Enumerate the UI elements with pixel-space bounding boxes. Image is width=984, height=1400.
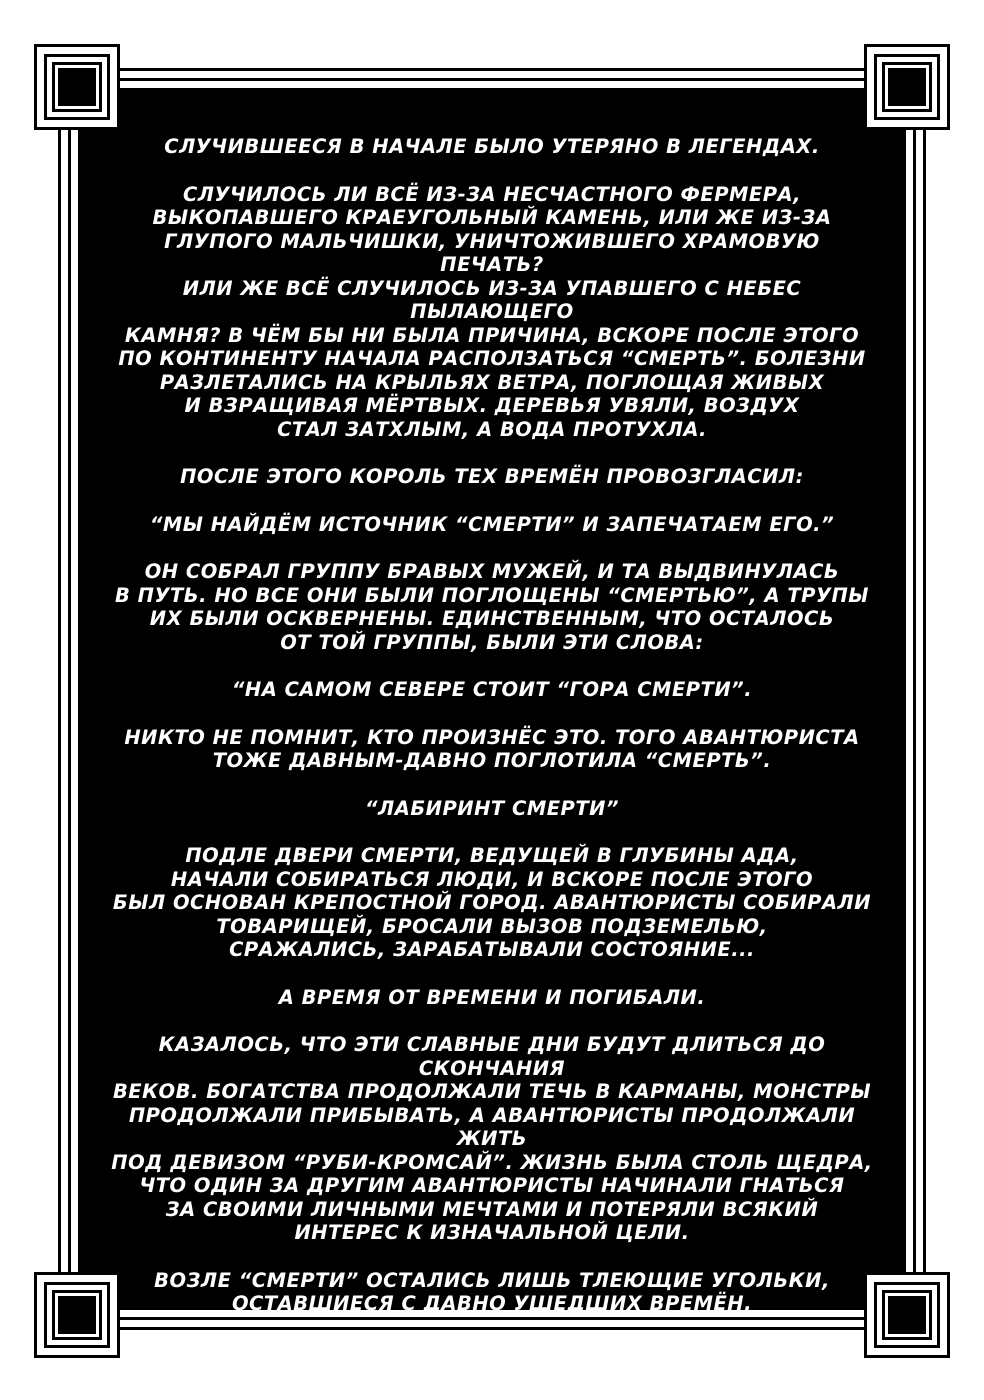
paragraph-perished: А ВРЕМЯ ОТ ВРЕМЕНИ И ПОГИБАЛИ. [278, 985, 706, 1009]
paragraph-labyrinth-title: “ЛАБИРИНТ СМЕРТИ” [364, 796, 620, 820]
paragraph-embers: ВОЗЛЕ “СМЕРТИ” ОСТАЛИСЬ ЛИШЬ ТЛЕЮЩИЕ УГОЛЬКИ, ОСТАВШИЕСЯ С ДАВНО УШЕДШИХ ВРЕМЁН. [154, 1268, 830, 1315]
corner-ornament-top-left [34, 44, 120, 130]
paragraph-no-one-remembers: НИКТО НЕ ПОМНИТ, КТО ПРОИЗНЁС ЭТО. ТОГО АВАНТЮРИСТА ТОЖЕ ДАВНЫМ-ДАВНО ПОГЛОТИЛА “СМЕРТЬ”. [124, 725, 860, 772]
paragraph-closing: ПЕПЕЛ ДНЕЙ АВАНТЮРИСТОВ. [312, 1339, 672, 1363]
paragraph-glory-days: КАЗАЛОСЬ, ЧТО ЭТИ СЛАВНЫЕ ДНИ БУДУТ ДЛИТЬСЯ ДО СКОНЧАНИЯ ВЕКОВ. БОГАТСТВА ПРОДОЛЖАЛИ ТЕЧЬ В КАРМАНЫ, МОНСТРЫ ПРОДОЛЖАЛИ ПРИБЫВАТЬ, А АВАНТЮРИСТЫ ПРОДОЛЖАЛИ ЖИТЬ ПОД ДЕВИЗОМ “РУБИ-КРОМСАЙ”. ЖИЗНЬ БЫЛА СТОЛЬ ЩЕДРА, ЧТО ОДИН ЗА ДРУГИМ АВАНТЮРИСТЫ НАЧИНАЛИ ГНАТЬСЯ ЗА СВОИМИ ЛИЧНЫМИ МЕЧТАМИ И ПОТЕРЯЛИ ВСЯКИЙ ИНТЕРЕС К ИЗНАЧАЛЬНОЙ ЦЕЛИ. [111, 1033, 873, 1244]
paragraph-king: ПОСЛЕ ЭТОГО КОРОЛЬ ТЕХ ВРЕМЁН ПРОВОЗГЛАСИЛ: [180, 465, 804, 488]
corner-ornament-top-right [864, 44, 950, 130]
narrative-text [110, 135, 874, 1387]
paragraph-mountain-quote: “НА САМОМ СЕВЕРЕ СТОИТ “ГОРА СМЕРТИ”. [231, 678, 753, 701]
paragraph-city: ПОДЛЕ ДВЕРИ СМЕРТИ, ВЕДУЩЕЙ В ГЛУБИНЫ АДА, НАЧАЛИ СОБИРАТЬСЯ ЛЮДИ, И ВСКОРЕ ПОСЛЕ ЭТОГО БЫЛ ОСНОВАН КРЕПОСТНОЙ ГОРОД. АВАНТЮРИСТЫ СОБИРАЛИ ТОВАРИЩЕЙ, БРОСАЛИ ВЫЗОВ ПОДЗЕМЕЛЬЮ, СРАЖАЛИСЬ, ЗАРАБАТЫВАЛИ СОСТОЯНИЕ... [112, 844, 872, 961]
corner-ornament-bottom-left [34, 1272, 120, 1358]
paragraph-expedition: ОН СОБРАЛ ГРУППУ БРАВЫХ МУЖЕЙ, И ТА ВЫДВИНУЛАСЬ В ПУТЬ. НО ВСЕ ОНИ БЫЛИ ПОГЛОЩЕНЫ “СМЕРТЬЮ”, А ТРУПЫ ИХ БЫЛИ ОСКВЕРНЕНЫ. ЕДИНСТВЕННЫМ, ЧТО ОСТАЛОСЬ ОТ ТОЙ ГРУППЫ, БЫЛИ ЭТИ СЛОВА: [114, 560, 870, 654]
paragraph-king-quote: “МЫ НАЙДЁМ ИСТОЧНИК “СМЕРТИ” И ЗАПЕЧАТАЕМ ЕГО.” [149, 512, 835, 536]
paragraph-origins: СЛУЧИЛОСЬ ЛИ ВСЁ ИЗ-ЗА НЕСЧАСТНОГО ФЕРМЕРА, ВЫКОПАВШЕГО КРАЕУГОЛЬНЫЙ КАМЕНЬ, ИЛИ ЖЕ ИЗ-ЗА ГЛУПОГО МАЛЬЧИШКИ, УНИЧТОЖИВШЕГО ХРАМОВУЮ ПЕЧАТЬ? ИЛИ ЖЕ ВСЁ СЛУЧИЛОСЬ ИЗ-ЗА УПАВШЕГО С НЕБЕС ПЫЛАЮЩЕГО КАМНЯ? В ЧЁМ БЫ НИ БЫЛА ПРИЧИНА, ВСКОРЕ ПОСЛЕ ЭТОГО ПО КОНТИНЕНТУ НАЧАЛА РАСПОЛЗАТЬСЯ “СМЕРТЬ”. БОЛЕЗНИ РАЗЛЕТАЛИСЬ НА КРЫЛЬЯХ ВЕТРА, ПОГЛОЩАЯ ЖИВЫХ И ВЗРАЩИВАЯ МЁРТВЫХ. ДЕРЕВЬЯ УВЯЛИ, ВОЗДУХ СТАЛ ЗАТХЛЫМ, А ВОДА ПРОТУХЛА. [118, 182, 866, 441]
corner-ornament-bottom-right [864, 1272, 950, 1358]
paragraph-intro: СЛУЧИВШЕЕСЯ В НАЧАЛЕ БЫЛО УТЕРЯНО В ЛЕГЕНДАХ. [164, 135, 820, 158]
